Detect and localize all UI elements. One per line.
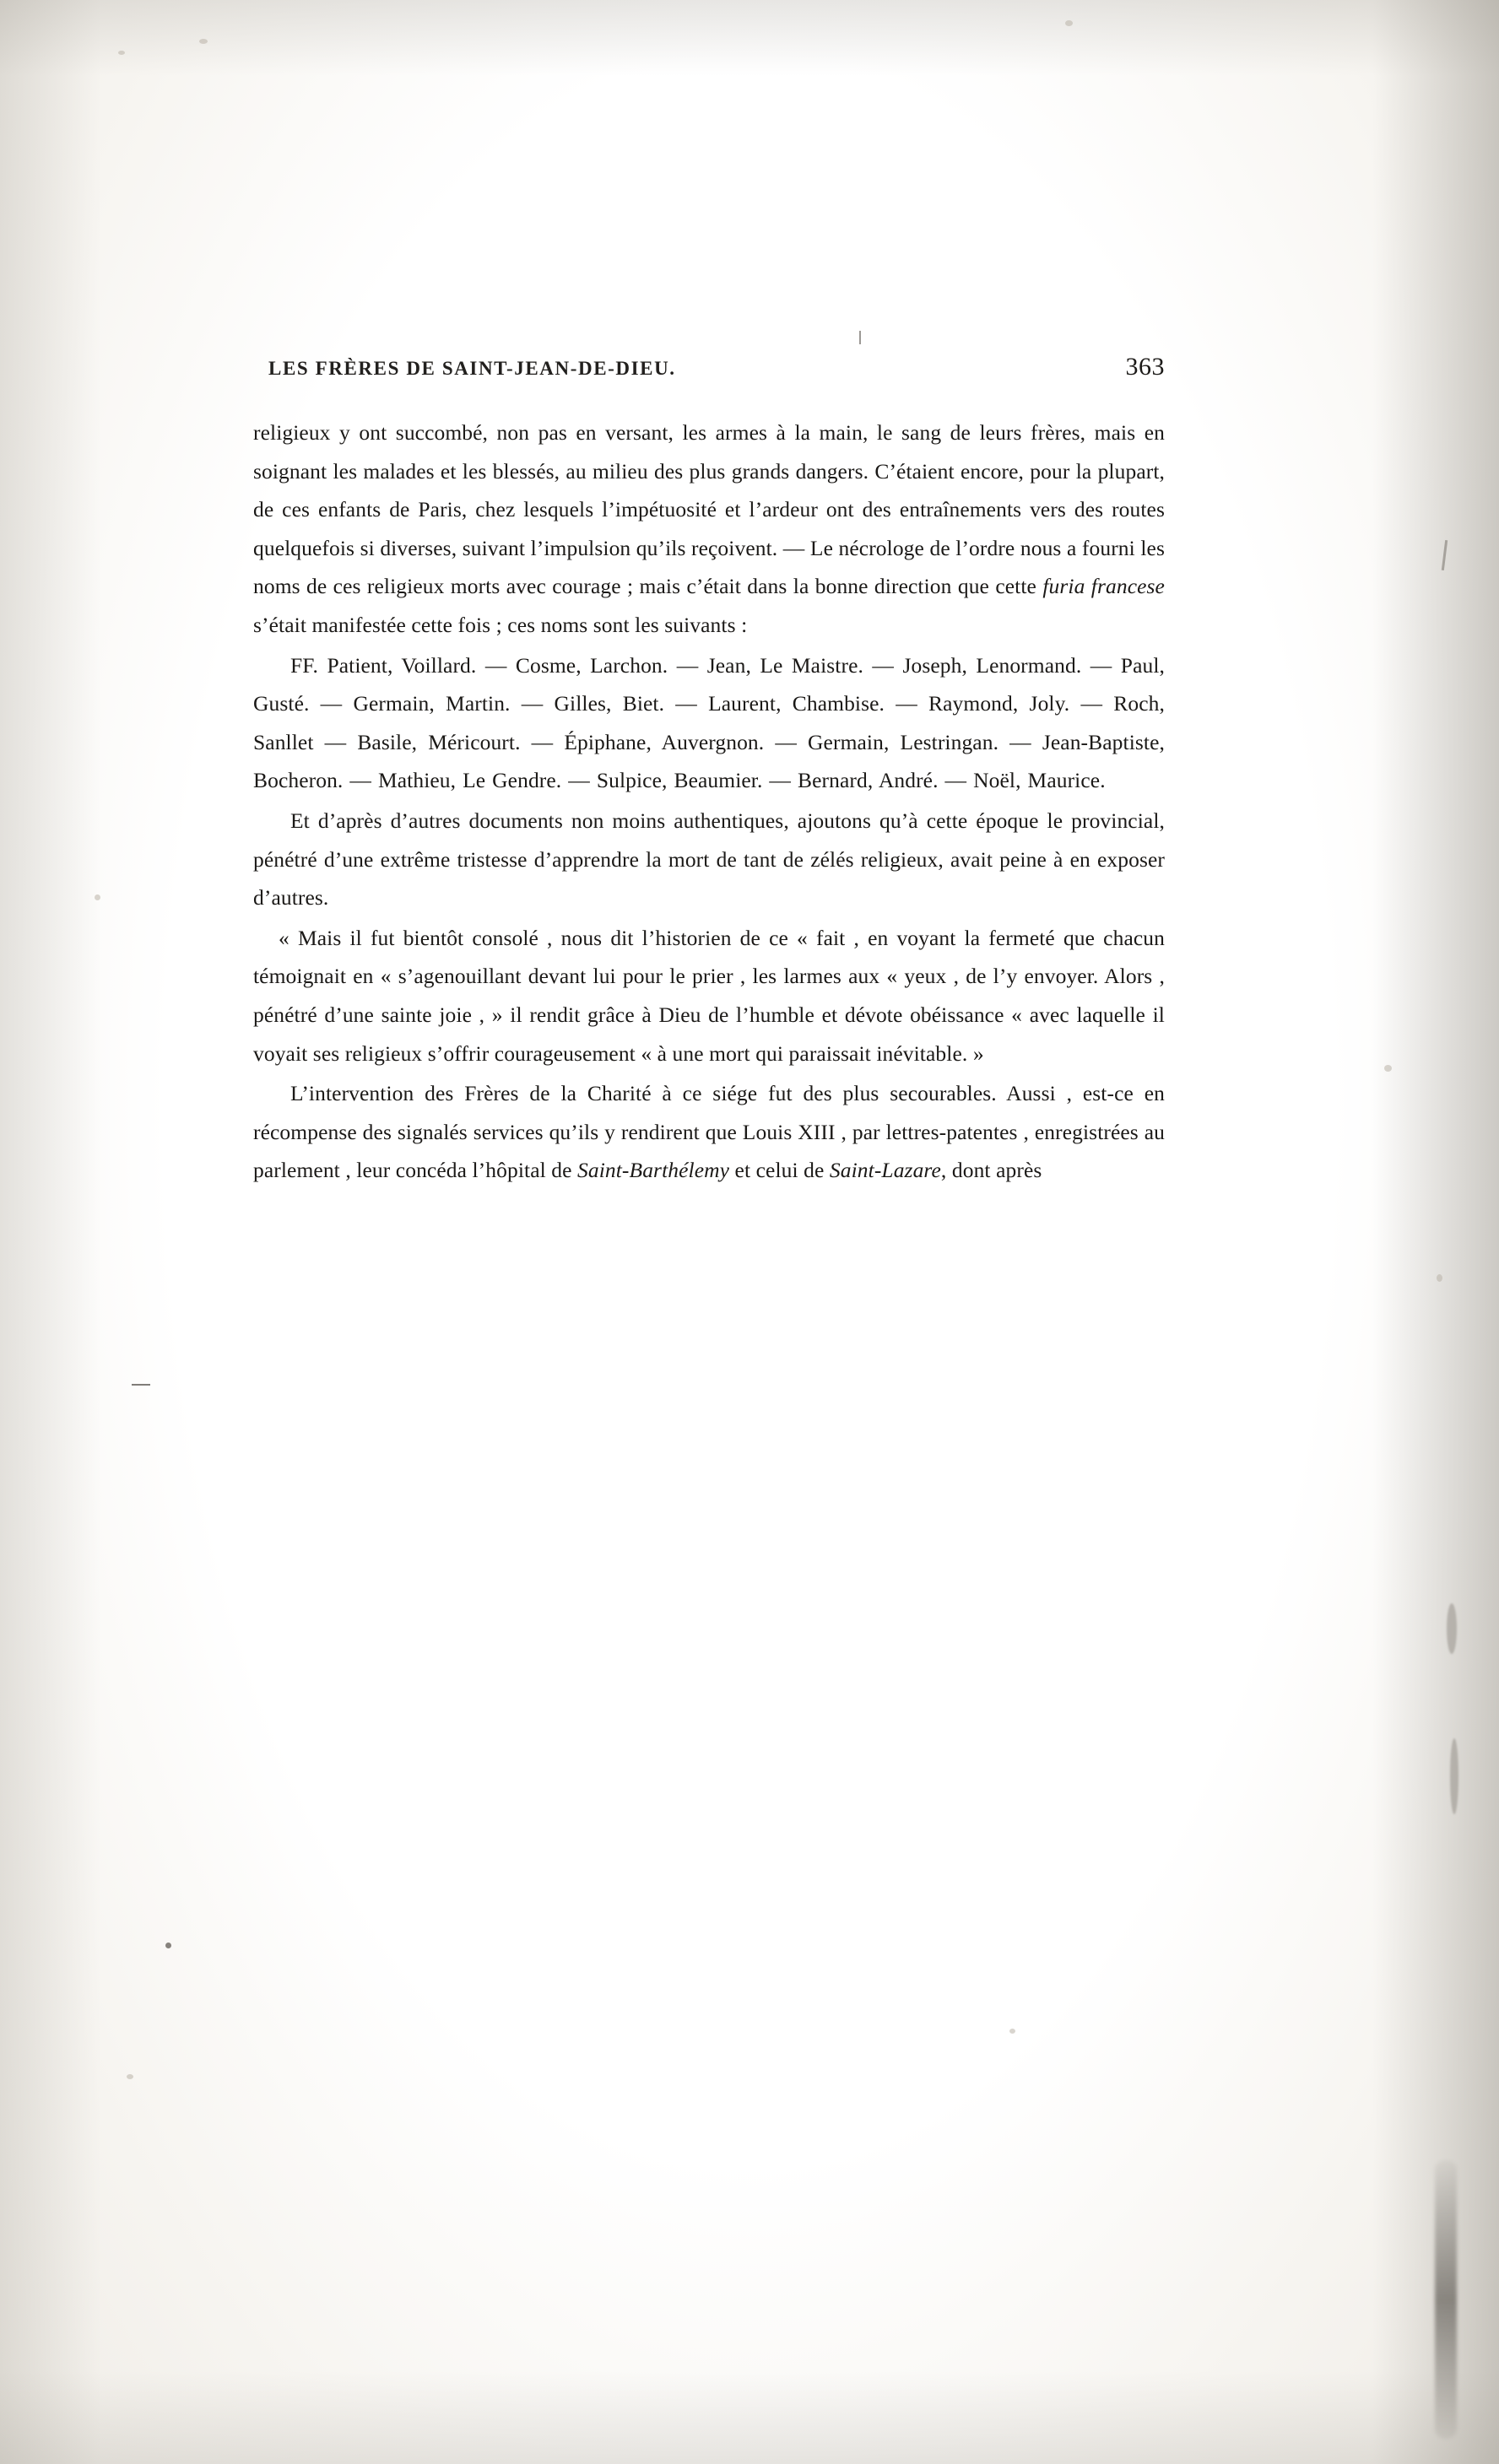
margin-mark bbox=[132, 1384, 150, 1386]
italic-phrase: furia francese bbox=[1042, 574, 1165, 599]
running-head-title: LES FRÈRES DE SAINT-JEAN-DE-DIEU. bbox=[268, 358, 676, 379]
italic-place-a: Saint-Barthélemy bbox=[577, 1158, 730, 1183]
paragraph-text-tail: s’était manifestée cette fois ; ces noms sont les suivants : bbox=[253, 612, 748, 637]
page-number: 363 bbox=[1125, 353, 1165, 381]
page-text-block bbox=[253, 353, 1165, 1191]
paragraph-text-middle: et celui de bbox=[729, 1158, 830, 1183]
running-head bbox=[253, 353, 1165, 381]
paragraph-documents: Et d’après d’autres documents non moins authentiques, ajoutons qu’à cette époque le provincial, pénétré d’une extrême tristesse d’apprendre la mort de tant de zélés religieux, avait peine à en exposer d’autres. bbox=[253, 808, 1165, 910]
paragraph-text-tail: , dont après bbox=[940, 1158, 1042, 1183]
margin-mark bbox=[859, 331, 861, 344]
paragraph-quotation: « Mais il fut bientôt consolé , nous dit l’historien de ce « fait , en voyant la fermeté que chacun témoignait en « s’agenouillant devant lui pour le prier , les larmes aux « yeux , de l’y envoyer. Alors , pénétré d’une sainte joie , » il rendit grâce à Dieu de l’humble et dévote obéissance « avec laquelle il voyait ses religieux s’offrir courageusement « à une mort qui paraissait inévitable. » bbox=[253, 925, 1165, 1066]
italic-place-b: Saint-Lazare bbox=[829, 1158, 941, 1183]
scan-smudge bbox=[1435, 2160, 1457, 2439]
paragraph-names-list: FF. Patient, Voillard. — Cosme, Larchon. — Jean, Le Maistre. — Joseph, Lenormand. — Paul, Gusté. — Germain, Martin. — Gilles, Biet. — Laurent, Chambise. — Raymond, Joly. — Roch, Sanllet — Basile, Méricourt. — Épiphane, Auvergnon. — Germain, Lestringan. — Jean-Baptiste, Bocheron. — Mathieu, Le Gendre. — Sulpice, Beaumier. — Bernard, André. — Noël, Maurice. bbox=[253, 652, 1165, 793]
paragraph-intervention bbox=[253, 1074, 1165, 1190]
paragraph-text: L’intervention des Frères de la Charité à ce siége fut des plus secourables. Aussi , est-ce en récompense des signalés services qu’ils y rendirent que Louis XIII , par lettres-patentes , enregistrées au parlement , leur concéda l’hôpital de bbox=[253, 1081, 1165, 1183]
paragraph-continuation bbox=[253, 413, 1165, 645]
paragraph-text: religieux y ont succombé, non pas en versant, les armes à la main, le sang de leurs frères, mais en soignant les malades et les blessés, au milieu des plus grands dangers. C’étaient encore, pour la plupart, de ces enfants de Paris, chez lesquels l’impétuosité et l’ardeur ont des entraînements vers des routes quelquefois si diverses, suivant l’impulsion qu’ils reçoivent. — Le nécrologe de l’ordre nous a fourni les noms de ces religieux morts avec courage ; mais c’était dans la bonne direction que cette bbox=[253, 420, 1165, 599]
margin-mark bbox=[165, 1943, 171, 1948]
